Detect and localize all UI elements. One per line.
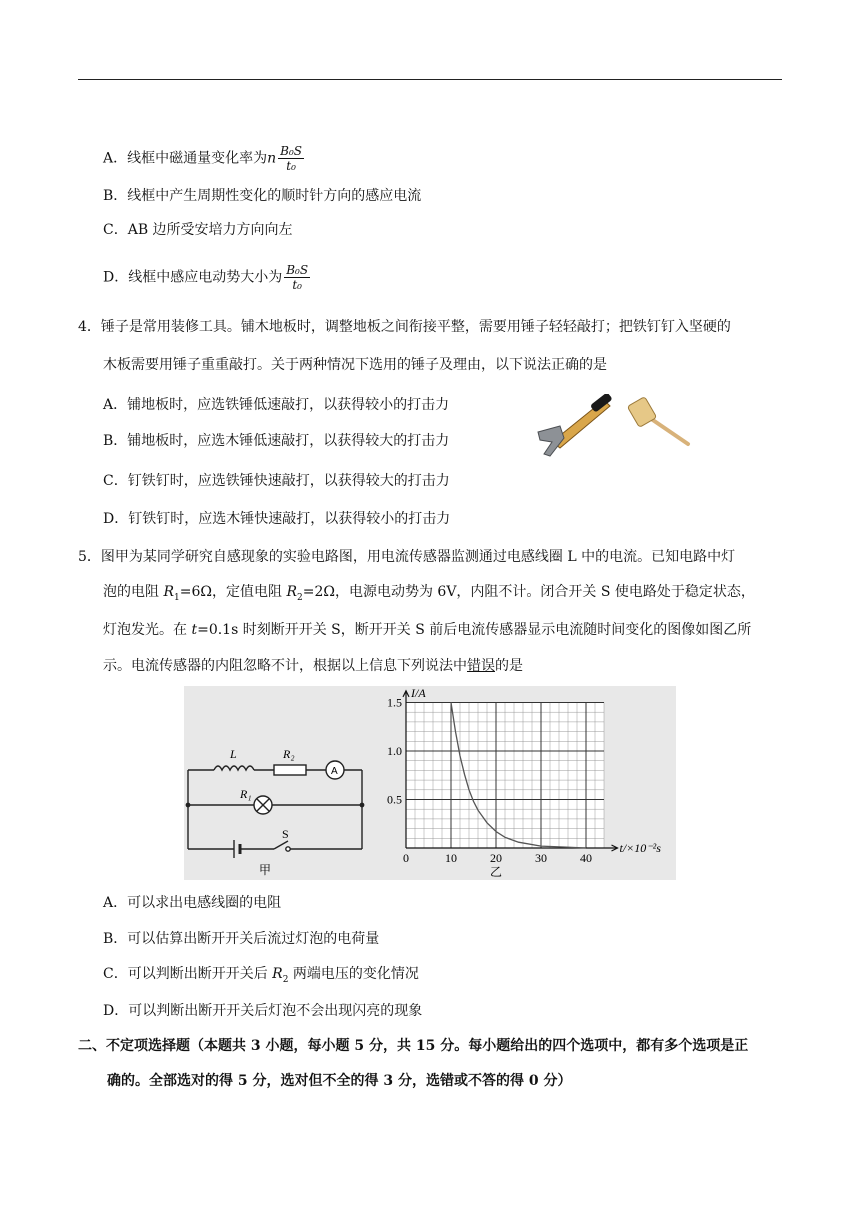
x-tick-label: 40 <box>580 851 592 865</box>
q5-option-d[interactable]: D．可以判断出断开开关后灯泡不会出现闪亮的现象 <box>103 1003 423 1019</box>
x-tick-label: 10 <box>445 851 457 865</box>
x-tick-label: 30 <box>535 851 547 865</box>
hammers-illustration <box>530 394 695 460</box>
y-tick-label: 1.5 <box>387 695 402 710</box>
circuit-label-a: A <box>331 766 338 777</box>
q5-figure-svg <box>184 686 676 880</box>
junction-left <box>186 803 191 808</box>
x-tick-label: 0 <box>403 851 409 865</box>
q5-option-c[interactable]: C．可以判断出断开开关后 $R_2$ 两端电压的变化情况 <box>103 966 419 985</box>
y-tick-label: 0.5 <box>387 792 402 807</box>
circuit-caption: 甲 <box>259 863 272 877</box>
inductor-coil <box>214 766 254 770</box>
q3-option-a[interactable]: A．线框中磁通量变化率为n $\frac{\text{B₀S}}{\text{t₀}}$ <box>103 144 303 173</box>
q4-option-d[interactable]: D．钉铁钉时，应选木锤快速敲打，以获得较小的打击力 <box>103 511 451 527</box>
q4-option-c[interactable]: C．钉铁钉时，应选铁锤快速敲打，以获得较大的打击力 <box>103 473 450 489</box>
q4-stem-line1: 4．锤子是常用装修工具。铺木地板时，调整地板之间衔接平整，需要用锤子轻轻敲打；把铁钉钉入坚硬的 <box>78 319 731 335</box>
q5-option-b[interactable]: B．可以估算出断开开关后流过灯泡的电荷量 <box>103 931 380 947</box>
wooden-mallet-icon <box>627 397 688 444</box>
x-tick-label: 20 <box>490 851 502 865</box>
q3-option-c[interactable]: C．AB 边所受安培力方向向左 <box>103 222 293 238</box>
circuit-label-l: L <box>230 747 237 761</box>
q5-stem-line1: 5．图甲为某同学研究自感现象的实验电路图，用电流传感器监测通过电感线圈 L 中的电流。已知电路中灯 <box>78 549 736 565</box>
resistor-r2 <box>274 765 306 775</box>
junction-right <box>360 803 365 808</box>
q3-option-b[interactable]: B．线框中产生周期性变化的顺时针方向的感应电流 <box>103 188 422 204</box>
q4-stem-line2: 木板需要用锤子重重敲打。关于两种情况下选用的锤子及理由，以下说法正确的是 <box>103 357 607 373</box>
q5-figure <box>184 686 676 880</box>
iron-hammer-icon <box>538 394 613 456</box>
section2-heading-line1: 二、不定项选择题（本题共 3 小题，每小题 5 分，共 15 分。每小题给出的四个选项中，都有多个选项是正 <box>78 1038 749 1054</box>
q3-option-a-fraction: $\frac{\text{B₀S}}{\text{t₀}}$ <box>280 144 303 173</box>
circuit-label-r1: R₁ <box>240 787 252 801</box>
q4-option-a[interactable]: A．铺地板时，应选铁锤低速敲打，以获得较小的打击力 <box>103 397 450 413</box>
q5-option-a[interactable]: A．可以求出电感线圈的电阻 <box>103 895 282 911</box>
circuit-label-r2: R₂ <box>283 747 295 761</box>
y-tick-label: 1.0 <box>387 744 402 758</box>
q5-stem-line2: 泡的电阻 $R_1=6\Omega$，定值电阻 $R_2=2\Omega$，电源电动势为 6V，内阻不计。闭合开关 S 使电路处于稳定状态， <box>103 584 755 603</box>
q3-option-d-fraction: $\frac{\text{B₀S}}{\text{t₀}}$ <box>286 263 309 292</box>
q5-stem-line3: 灯泡发光。在 t=0.1s 时刻断开开关 S，断开开关 S 前后电流传感器显示电流随时间变化的图像如图乙所 <box>103 622 752 638</box>
chart-xlabel: t/×10⁻²s <box>619 841 661 855</box>
chart-ylabel: I/A <box>411 686 426 700</box>
circuit-label-s: S <box>282 827 289 841</box>
q3-option-d[interactable]: D．线框中感应电动势大小为 $\frac{\text{B₀S}}{\text{t₀}}$ <box>103 263 309 292</box>
chart-caption: 乙 <box>490 865 503 879</box>
section2-heading-line2: 确的。全部选对的得 5 分，选对但不全的得 3 分，选错或不答的得 0 分） <box>107 1073 572 1089</box>
header-rule <box>78 79 782 80</box>
q4-option-b[interactable]: B．铺地板时，应选木锤低速敲打，以获得较大的打击力 <box>103 433 450 449</box>
current-time-chart <box>387 691 618 865</box>
q5-stem-line4: 示。电流传感器的内阻忽略不计，根据以上信息下列说法中错误的是 <box>103 658 523 674</box>
